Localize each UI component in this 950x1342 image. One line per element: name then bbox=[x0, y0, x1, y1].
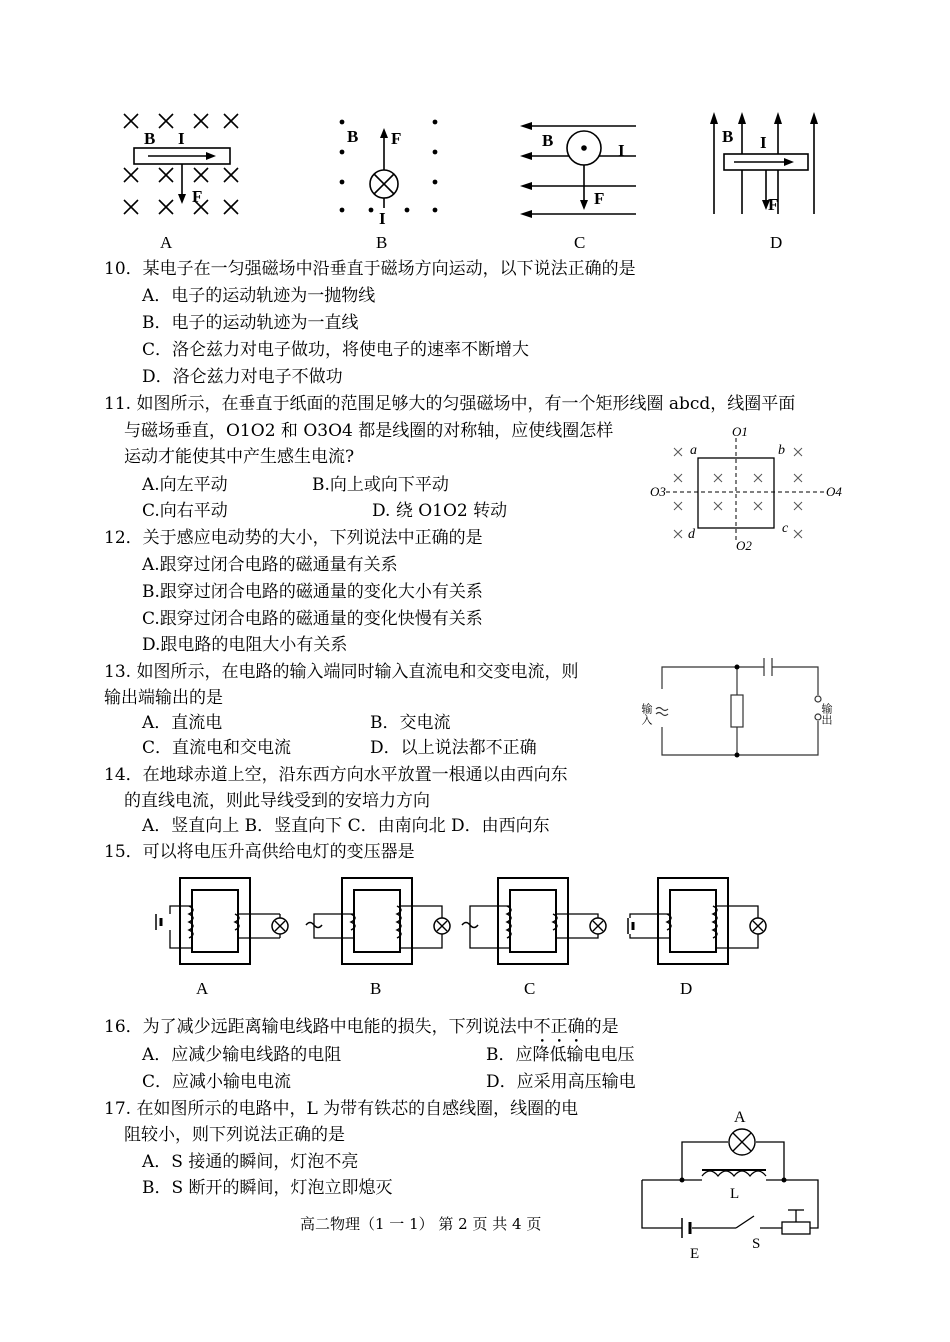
q17-line1: 17. 在如图所示的电路中，L 为带有铁芯的自感线圈，线圈的电 bbox=[104, 1099, 579, 1119]
svg-text:O2: O2 bbox=[736, 538, 752, 553]
output-label: 输出 bbox=[820, 703, 832, 725]
label-f: F bbox=[192, 187, 203, 206]
transformer-d bbox=[628, 878, 766, 964]
svg-text:d: d bbox=[688, 527, 695, 542]
q11-option-c: C.向右平动 bbox=[142, 501, 228, 521]
q12-stem: 12．关于感应电动势的大小，下列说法中正确的是 bbox=[104, 528, 483, 548]
svg-text:a: a bbox=[690, 443, 697, 458]
svg-text:C: C bbox=[524, 979, 536, 998]
q17-line2: 阻较小，则下列说法正确的是 bbox=[124, 1125, 345, 1145]
svg-text:I: I bbox=[379, 209, 386, 228]
q13-option-c: C．直流电和交电流 bbox=[142, 738, 292, 758]
q14-line1: 14．在地球赤道上空，沿东西方向水平放置一根通以由西向东 bbox=[104, 765, 568, 785]
q10-option-a: A．电子的运动轨迹为一抛物线 bbox=[142, 286, 376, 306]
page-footer: 高二物理（1 一 1） 第 2 页 共 4 页 bbox=[300, 1215, 542, 1233]
q10-option-d: D．洛仑兹力对电子不做功 bbox=[142, 367, 343, 387]
q13-line1: 13. 如图所示，在电路的输入端同时输入直流电和交变电流，则 bbox=[104, 662, 579, 682]
label-e: E bbox=[690, 1246, 700, 1262]
q16-stem: 16．为了减少远距离输电线路中电能的损失，下列说法中不正确的是 bbox=[104, 1017, 619, 1037]
figure-b bbox=[340, 120, 438, 228]
svg-text:B: B bbox=[347, 127, 359, 146]
magnetic-force-figures bbox=[110, 100, 840, 250]
svg-text:A: A bbox=[196, 979, 209, 998]
transformer-figures bbox=[140, 868, 790, 1000]
q16-option-c: C．应减小输电电流 bbox=[142, 1072, 292, 1092]
caption-d: D bbox=[770, 233, 783, 250]
inductor-circuit bbox=[632, 1104, 832, 1264]
svg-text:O1: O1 bbox=[732, 424, 748, 439]
q11-line2: 与磁场垂直，O1O2 和 O3O4 都是线圈的对称轴，应使线圈怎样 bbox=[124, 421, 614, 441]
svg-text:B: B bbox=[370, 979, 382, 998]
q12-option-d: D.跟电路的电阻大小有关系 bbox=[142, 635, 348, 655]
label-l: L bbox=[730, 1186, 740, 1202]
q11-option-d: D. 绕 O1O2 转动 bbox=[372, 501, 508, 521]
svg-text:O3: O3 bbox=[650, 484, 666, 499]
q16-emphasis: 不正确 bbox=[533, 1017, 585, 1037]
q10-option-c: C．洛仑兹力对电子做功，将使电子的速率不断增大 bbox=[142, 340, 530, 360]
label-i: I bbox=[178, 129, 185, 148]
svg-text:I: I bbox=[618, 141, 625, 160]
svg-text:F: F bbox=[391, 129, 402, 148]
q15-stem: 15．可以将电压升高供给电灯的变压器是 bbox=[104, 842, 415, 862]
q10-stem: 10．某电子在一匀强磁场中沿垂直于磁场方向运动，以下说法正确的是 bbox=[104, 259, 636, 279]
q11-line3: 运动才能使其中产生感生电流? bbox=[124, 447, 355, 467]
svg-text:O4: O4 bbox=[826, 484, 842, 499]
q12-option-b: B.跟穿过闭合电路的磁通量的变化大小有关系 bbox=[142, 582, 483, 602]
q11-option-a: A.向左平动 bbox=[142, 475, 228, 495]
coil-in-field-figure bbox=[648, 422, 848, 554]
q11-option-b: B.向上或向下平动 bbox=[312, 475, 449, 495]
q12-option-a: A.跟穿过闭合电路的磁通量有关系 bbox=[142, 555, 398, 575]
q16-option-b: B．应降低输电电压 bbox=[486, 1045, 635, 1065]
q16-option-d: D．应采用高压输电 bbox=[486, 1072, 636, 1092]
figure-a bbox=[124, 114, 238, 214]
svg-text:D: D bbox=[680, 979, 693, 998]
caption-c: C bbox=[574, 233, 586, 250]
label-s: S bbox=[752, 1236, 761, 1252]
label-a: A bbox=[734, 1109, 746, 1126]
svg-text:F: F bbox=[768, 195, 779, 214]
q10-option-b: B．电子的运动轨迹为一直线 bbox=[142, 313, 359, 333]
q11-line1: 11. 如图所示，在垂直于纸面的范围足够大的匀强磁场中，有一个矩形线圈 abcd，线圈平面 bbox=[104, 394, 796, 414]
q13-option-b: B．交电流 bbox=[370, 713, 451, 733]
rc-filter-circuit bbox=[640, 655, 840, 765]
label-b: B bbox=[144, 129, 156, 148]
caption-b: B bbox=[376, 233, 388, 250]
svg-text:B: B bbox=[542, 131, 554, 150]
figure-d bbox=[710, 112, 818, 214]
svg-text:B: B bbox=[722, 127, 734, 146]
caption-a: A bbox=[160, 233, 173, 250]
svg-text:b: b bbox=[778, 443, 785, 458]
q13-option-d: D．以上说法都不正确 bbox=[370, 738, 537, 758]
svg-text:I: I bbox=[760, 133, 767, 152]
transformer-b bbox=[306, 878, 450, 964]
q12-option-c: C.跟穿过闭合电路的磁通量的变化快慢有关系 bbox=[142, 609, 483, 629]
svg-text:F: F bbox=[594, 189, 605, 208]
transformer-c bbox=[462, 878, 606, 964]
q14-line2: 的直线电流，则此导线受到的安培力方向 bbox=[124, 791, 430, 811]
q17-option-a: A．S 接通的瞬间，灯泡不亮 bbox=[142, 1152, 359, 1172]
q16-option-a: A．应减少输电线路的电阻 bbox=[142, 1045, 342, 1065]
input-label: 输入 bbox=[640, 703, 652, 725]
q14-options: A．竖直向上 B．竖直向下 C．由南向北 D．由西向东 bbox=[142, 816, 550, 836]
figure-c bbox=[520, 122, 636, 218]
q13-option-a: A．直流电 bbox=[142, 713, 223, 733]
transformer-a bbox=[156, 878, 288, 964]
svg-text:c: c bbox=[782, 521, 789, 536]
q17-option-b: B．S 断开的瞬间，灯泡立即熄灭 bbox=[142, 1178, 393, 1198]
q13-line2: 输出端输出的是 bbox=[104, 688, 223, 708]
